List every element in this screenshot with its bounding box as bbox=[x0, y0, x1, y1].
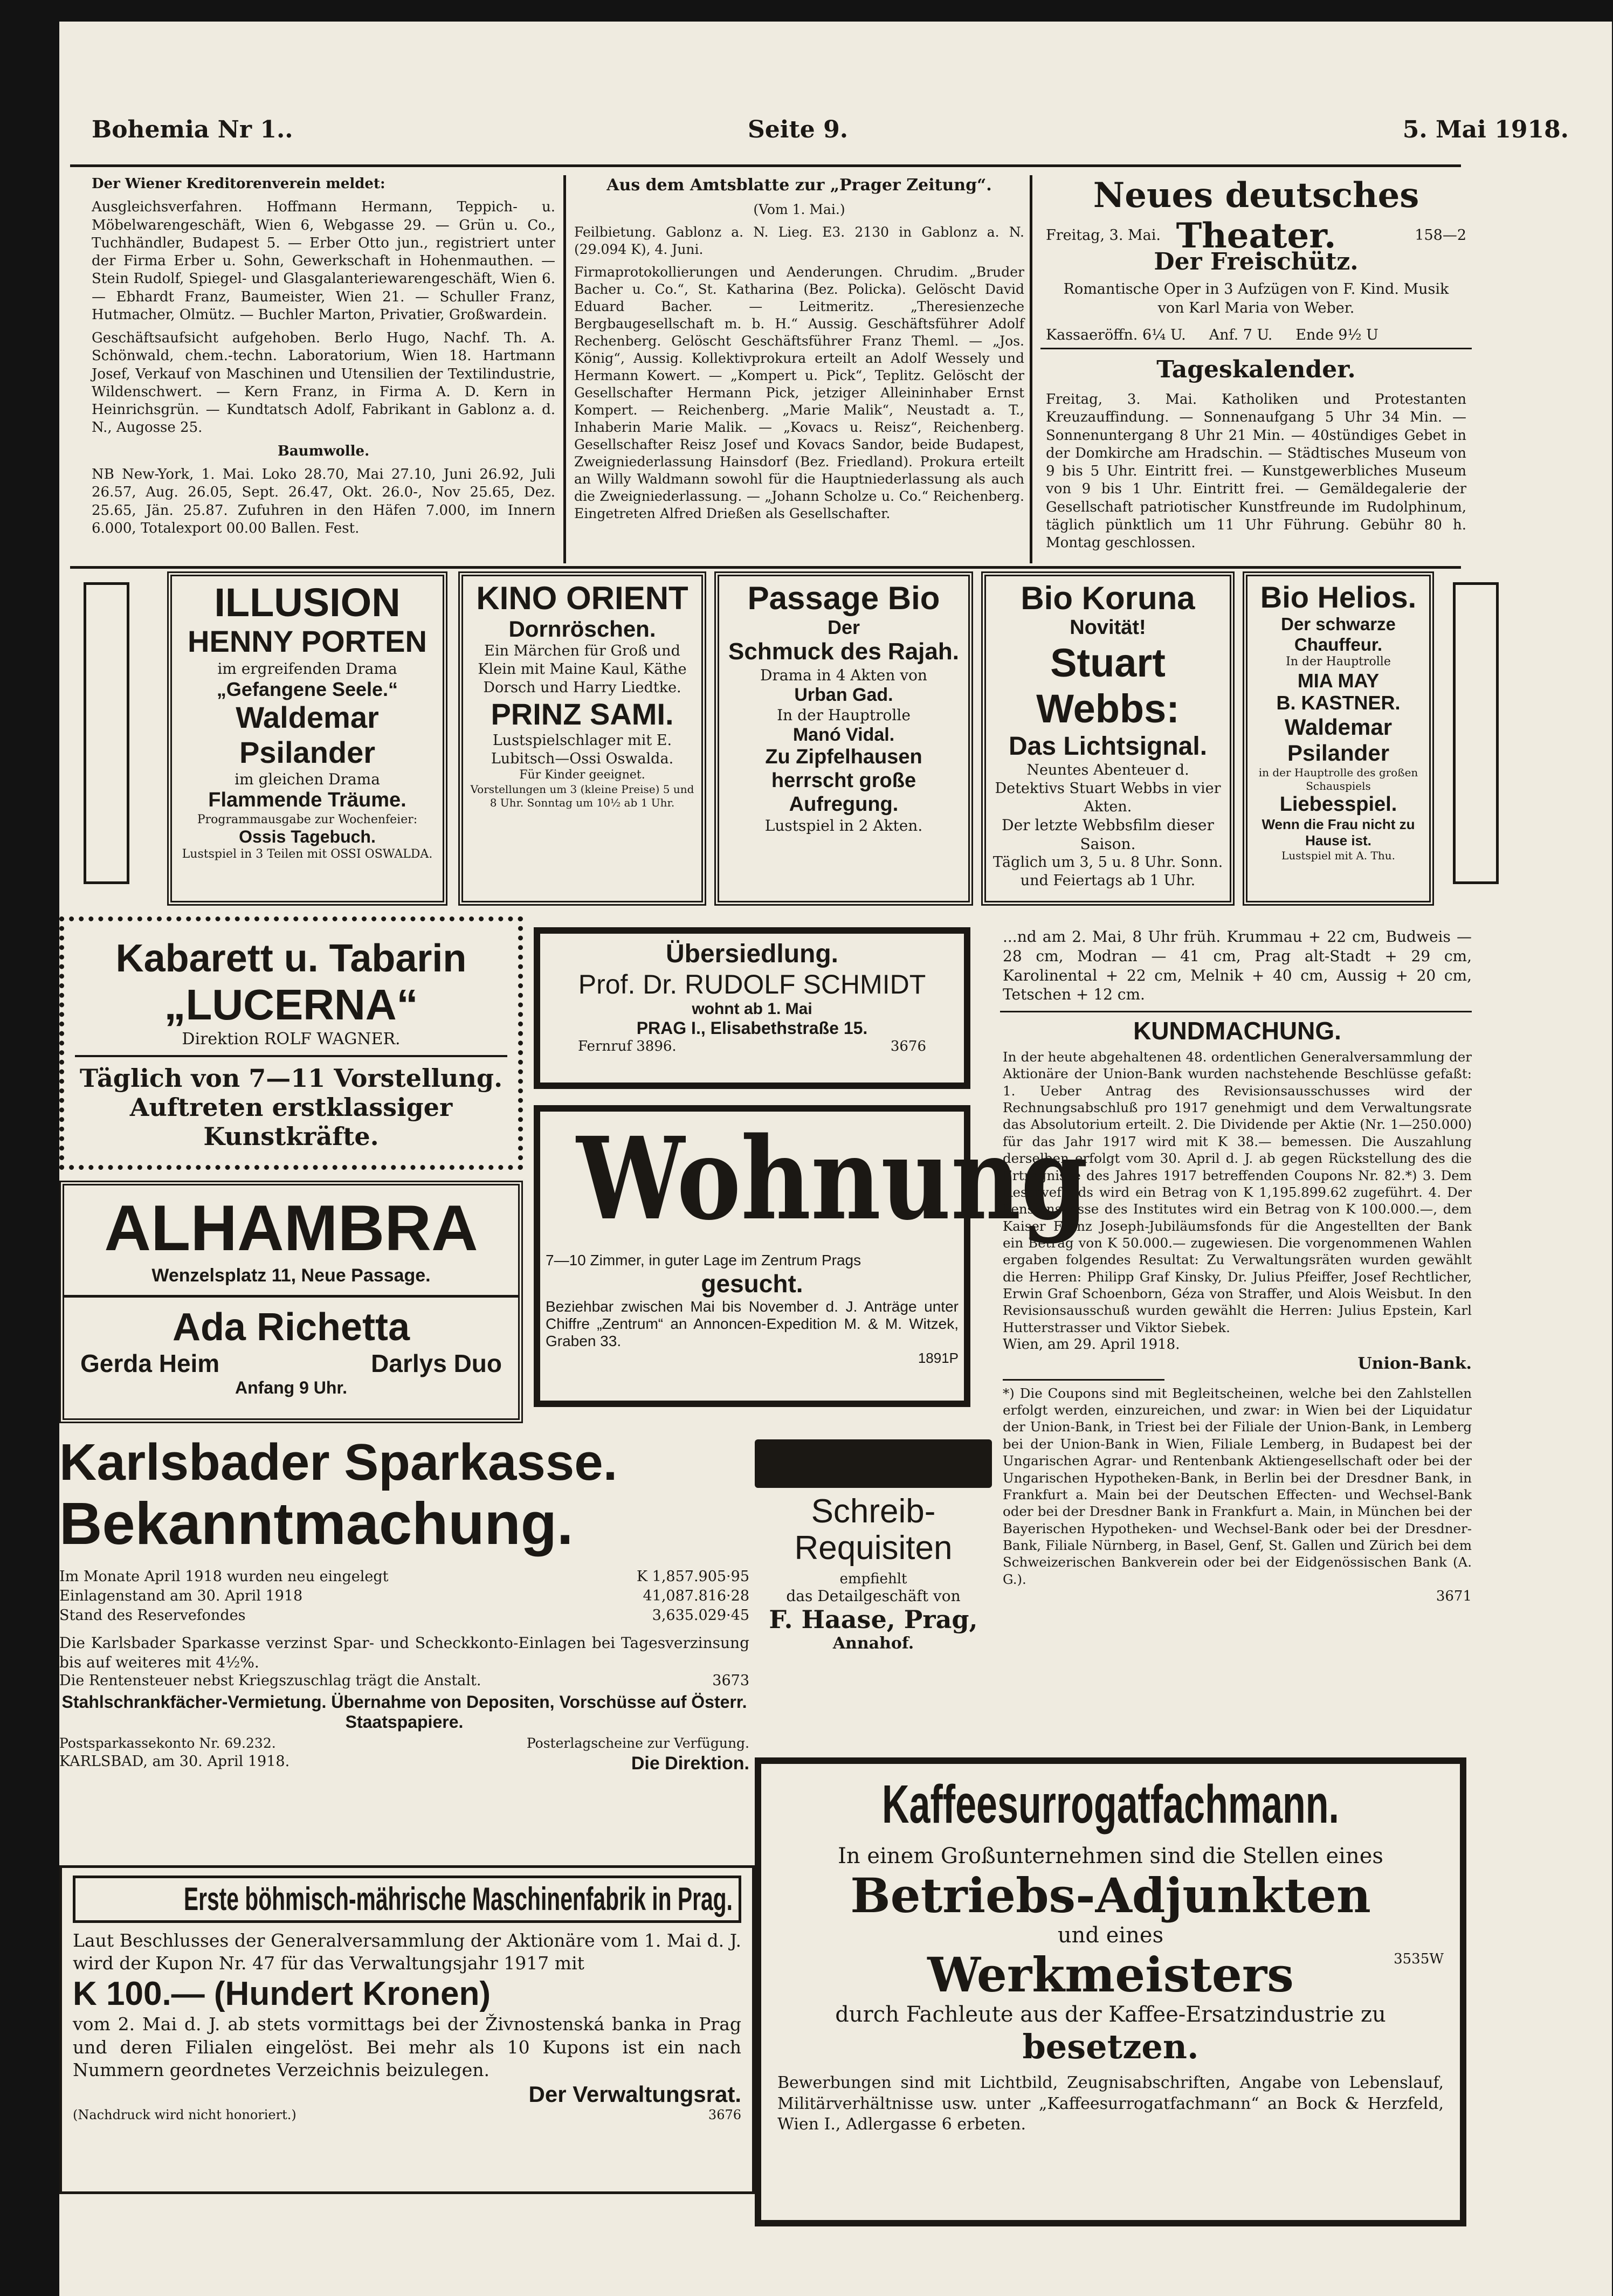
alhambra-address: Wenzelsplatz 11, Neue Passage. bbox=[151, 1265, 431, 1286]
cinema-helios bbox=[1243, 571, 1434, 906]
sparkasse-interest: Die Karlsbader Sparkasse verzinst Spar- und Scheckkonto-Einlagen bei Tagesverzinsung bis auf weiteres mit 4½%. bbox=[59, 1633, 749, 1671]
amtsblatt-registry: Firmaprotokollierungen und Aenderungen. Chrudim. „Bruder Bacher u. Co.“, St. Katharina (Bez. Policka). Gelöscht David Eduard Bacher. — Leitmeritz. „Theresienzeche Bergbaugesellschaft m. b. H.“ Aussig. Geschäftsführer Adolf Rechenberg. Gelöscht Geschäftsführer Franz Theml. — „Jos. König“, Aussig. Kollektivprokura erteilt an Adolf Wessely und Hermann Kowert. — „Kompert u. Pick“, Teplitz. Gelöscht der Gesellschafter Hermann Pick, jetziger Alleininhaber Ernst Kompert. — Reichenberg. „Marie Malik“, Neustadt a. T., Inhaberin Marie Malik. — „Kovacs u. Reisz“, Reichenberg. Gesellschafter Reisz Josef und Kovacs Sandor, beide Budapest, Zweigniederlassung Hainsdorf (Bez. Friedland). Prokura erteilt an Willy Waldmann sowohl für die Hauptniederlassung als auch die Zweigniederlassung. — „Johann Scholze u. Co.“ Reichenberg. Eingetreten Alfred Drießen als Gesellschafter. bbox=[574, 264, 1024, 522]
schreib-banner bbox=[755, 1439, 992, 1488]
amtsblatt-auction: Feilbietung. Gablonz a. N. Lieg. E3. 2130 in Gablonz a. N. (29.094 K), 4. Juni. bbox=[574, 224, 1024, 258]
cotton-report: NB New-York, 1. Mai. Loko 28.70, Mai 27.10, Juni 26.92, Juli 26.57, Aug. 26.05, Sept. 26.47, Okt. 26.0-, Nov 25.65, Dez. 25.65, Jän. 25.87. Zufuhren in den Häfen 7.000, im Innern 6.000, Totalexport 00.00 Ballen. Fest. bbox=[92, 466, 555, 536]
cinema-passage-name: Passage Bio bbox=[747, 580, 940, 616]
cinema-helios-star: Waldemar Psilander bbox=[1284, 714, 1393, 766]
kaffee-code: 3535W bbox=[1394, 1951, 1444, 1968]
kaffee-line3: durch Fachleute aus der Kaffee-Ersatzindustrie zu bbox=[835, 2002, 1386, 2028]
header-rule bbox=[70, 164, 1461, 167]
schreib-line2: das Detailgeschäft von bbox=[786, 1587, 961, 1605]
maschinen-body: Laut Beschlusses der Generalversammlung der Aktionäre vom 1. Mai d. J. wird der Kupon Nr. 47 für das Verwaltungsjahr 1917 mit bbox=[73, 1930, 741, 1974]
kaffee-line1: In einem Großunternehmen sind die Stellen eines bbox=[838, 1844, 1383, 1868]
kaffee-ad bbox=[755, 1757, 1466, 2226]
lucerna-name: „LUCERNA“ bbox=[164, 981, 418, 1029]
sparkasse-row-label: Einlagenstand am 30. April 1918 bbox=[59, 1588, 303, 1605]
sparkasse-row-label: Stand des Reservefondes bbox=[59, 1607, 246, 1624]
alhambra-title: ALHAMBRA bbox=[104, 1192, 478, 1264]
wohnung-line2: gesucht. bbox=[701, 1270, 803, 1298]
amtsblatt bbox=[574, 175, 1024, 563]
sparkasse-subtitle: Bekanntmachung. bbox=[59, 1490, 574, 1557]
schreib-name: F. Haase, Prag, bbox=[769, 1605, 978, 1635]
alhambra-ad bbox=[59, 1181, 523, 1423]
sparkasse-row-label: Im Monate April 1918 wurden neu eingelegt bbox=[59, 1568, 389, 1585]
cinema-orient-desc: Ein Märchen für Groß und Klein mit Maine Kaul, Käthe Dorsch und Harry Liedtke. bbox=[478, 643, 687, 696]
schmidt-address: PRAG I., Elisabethstraße 15. bbox=[636, 1018, 868, 1038]
cinema-koruna-last: Der letzte Webbsfilm dieser Saison. bbox=[1002, 816, 1214, 853]
cinema-passage-role: In der Hauptrolle bbox=[777, 706, 911, 725]
amtsblatt-heading: Aus dem Amtsblatte zur „Prager Zeitung“. bbox=[606, 176, 992, 195]
cinema-helios-name: Bio Helios. bbox=[1260, 580, 1417, 614]
maschinen-amount: K 100.— (Hundert Kronen) bbox=[73, 1975, 491, 2013]
cinema-illusion-star2: Waldemar Psilander bbox=[236, 700, 379, 769]
kundmachung-body: In der heute abgehaltenen 48. ordentlichen Generalversammlung der Aktionäre der Union-Bank wurden nachstehende Beschlüsse gefaßt: 1. Ueber Antrag des Revisionsausschusses wird der Rechnungsabschluß pro 1917 genehmigt und dem Verwaltungsrate das Absolutorium erteilt. 2. Die Dividende per Aktie (Nr. 1—250.000) für das Jahr 1917 wird mit K 38.— bemessen. Die Auszahlung derselben erfolgt vom 30. April d. J. ab gegen Rückstellung des die Erträgnisse des Jahres 1917 betreffenden Coupons Nr. 82.*) 3. Dem Reservefonds wird ein Betrag von K 1,195.899.62 zugeführt. 4. Der Pensionskasse des Institutes wird ein Betrag von K 100.000.—, dem Kaiser Franz Joseph-Jubiläumsfonds für die Angestellten der Bank ein Betrag von K 50.000.— zugewiesen. Die vorgenommenen Wahlen ergaben folgendes Resultat: Zu Verwaltungsräten wurden gewählt die Herren: Philipp Graf Kinsky, Dr. Julius Pfeiffer, Josef Rechtlicher, Erwin Graf Schoenborn, Géza von Straffer, und Alois Weisbut. In den Revisionsausschuß wurden gewählt die Herren: Julius Epstein, Karl Hutterstrasser und Viktor Siebek. bbox=[1003, 1049, 1472, 1335]
schmidt-phone: Fernruf 3896. bbox=[578, 1038, 677, 1054]
cinema-passage-film2: Zu Zipfelhausen herrscht große Aufregung. bbox=[765, 746, 922, 816]
schreib-title: Schreib- bbox=[811, 1493, 936, 1530]
cinema-koruna-times: Täglich um 3, 5 u. 8 Uhr. Sonn. und Feiertags ab 1 Uhr. bbox=[992, 854, 1223, 890]
schmidt-footer bbox=[546, 1038, 959, 1054]
cinema-koruna-name: Bio Koruna bbox=[1021, 580, 1195, 616]
cinema-orient bbox=[458, 571, 706, 906]
calendar-title: Tageskalender. bbox=[1156, 356, 1356, 383]
cinema-illusion-line2: im gleichen Drama bbox=[235, 770, 380, 788]
theater-play: Der Freischütz. bbox=[1154, 248, 1359, 275]
creditor-notices bbox=[92, 175, 555, 563]
table-row bbox=[59, 1587, 749, 1606]
theater-times: Kassaeröffn. 6¼ U. Anf. 7 U. Ende 9½ U bbox=[1046, 327, 1378, 343]
schmidt-title: Übersiedlung. bbox=[665, 940, 839, 968]
kaffee-position2-row bbox=[777, 1948, 1444, 2002]
maschinen-ad bbox=[59, 1865, 755, 2194]
cinema-passage-film: Schmuck des Rajah. bbox=[728, 638, 959, 665]
kaffee-big3: besetzen. bbox=[1022, 2027, 1199, 2067]
cinema-passage-desc: Drama in 4 Akten von bbox=[760, 666, 927, 684]
decorative-frame-left bbox=[84, 582, 129, 884]
sparkasse-services: Stahlschrankfächer-Vermietung. Übernahme von Depositen, Vorschüsse auf Österr. Staatspapiere. bbox=[61, 1692, 747, 1732]
cinema-passage-actor: Manó Vidal. bbox=[792, 725, 895, 746]
kundmachung-rule bbox=[1003, 1379, 1164, 1381]
sparkasse-row-value: 3,635.029·45 bbox=[652, 1607, 749, 1624]
kaffee-line2: und eines bbox=[1057, 1923, 1164, 1948]
maschinen-code: 3676 bbox=[708, 2107, 741, 2123]
sparkasse-tax: Die Rentensteuer nebst Kriegszuschlag trägt die Anstalt. bbox=[59, 1672, 481, 1689]
schreib-title2: Requisiten bbox=[794, 1529, 953, 1567]
wohnung-body: Beziehbar zwischen Mai bis November d. J. Anträge unter Chiffre „Zentrum“ an Annoncen-Expedition M. & M. Witzek, Graben 33. bbox=[546, 1298, 959, 1349]
cinema-koruna-film: Stuart Webbs: bbox=[1036, 640, 1180, 731]
sparkasse-post-row bbox=[59, 1735, 749, 1751]
cinema-helios-note: Lustspiel mit A. Thu. bbox=[1281, 849, 1395, 862]
theater-title: Neues deutsches Theater. bbox=[1093, 175, 1419, 256]
wohnung-line1: 7—10 Zimmer, in guter Lage im Zentrum Prags bbox=[546, 1252, 861, 1268]
cinema-illusion-film3: Ossis Tagebuch. bbox=[239, 827, 376, 847]
newspaper-page bbox=[59, 22, 1612, 2296]
cinema-illusion bbox=[167, 571, 447, 906]
cinema-koruna-desc: Neuntes Abenteuer d. Detektivs Stuart Webbs in vier Akten. bbox=[995, 762, 1221, 815]
cinema-koruna-film2: Das Lichtsignal. bbox=[1008, 732, 1208, 761]
kundmachung-place: Wien, am 29. April 1918. bbox=[1003, 1336, 1180, 1353]
water-rule bbox=[1000, 1011, 1472, 1012]
lucerna-line2: Auftreten erstklassiger Kunstkräfte. bbox=[129, 1093, 453, 1152]
cotton-heading: Baumwolle. bbox=[277, 443, 370, 459]
cinema-illusion-film: „Gefangene Seele.“ bbox=[216, 678, 398, 700]
alhambra-star: Ada Richetta bbox=[172, 1306, 410, 1349]
maschinen-note: (Nachdruck wird nicht honoriert.) bbox=[73, 2107, 297, 2123]
sparkasse-title: Karlsbader Sparkasse. bbox=[59, 1433, 618, 1491]
sparkasse-row-value: K 1,857.905·95 bbox=[636, 1568, 749, 1585]
kaffee-title: Kaffeesurrogatfachmann. bbox=[882, 1774, 1339, 1835]
cinema-helios-role: In der Hauptrolle bbox=[1286, 655, 1391, 669]
sparkasse-row-value: 41,087.816·28 bbox=[643, 1588, 749, 1605]
column-rule-2 bbox=[1030, 175, 1032, 563]
header-center: Seite 9. bbox=[747, 116, 849, 143]
kaffee-position2: Werkmeisters bbox=[927, 1947, 1294, 2003]
schmidt-name: Prof. Dr. RUDOLF SCHMIDT bbox=[578, 969, 926, 999]
alhambra-time: Anfang 9 Uhr. bbox=[235, 1378, 347, 1398]
cinema-koruna bbox=[981, 571, 1235, 906]
kundmachung-code: 3671 bbox=[1436, 1588, 1472, 1605]
cinema-orient-desc2: Lustspielschlager mit E. Lubitsch—Ossi Oswalda. bbox=[491, 732, 674, 767]
schreib-line1: empfiehlt bbox=[839, 1571, 907, 1588]
sparkasse-place: KARLSBAD, am 30. April 1918. bbox=[59, 1753, 290, 1770]
alhambra-acts bbox=[64, 1349, 518, 1378]
cinema-orient-film: Dornröschen. bbox=[508, 616, 656, 642]
wohnung-ad bbox=[534, 1105, 1088, 1407]
theater-rule bbox=[1040, 348, 1472, 349]
kundmachung bbox=[1003, 1016, 1472, 1865]
section-rule bbox=[70, 566, 1461, 569]
decorative-frame-right bbox=[1453, 582, 1499, 884]
theater-number: 158—2 bbox=[1415, 227, 1466, 244]
cinema-illusion-program: Programmausgabe zur Wochenfeier: bbox=[197, 812, 418, 826]
table-row bbox=[59, 1567, 749, 1587]
alhambra-act-left: Gerda Heim bbox=[80, 1349, 220, 1378]
cinema-helios-actor: MIA MAY bbox=[1297, 669, 1380, 692]
cinema-passage-line: Der bbox=[827, 616, 860, 638]
alhambra-act-right: Darlys Duo bbox=[371, 1349, 502, 1378]
sparkasse-post-slips: Posterlagscheine zur Verfügung. bbox=[526, 1735, 749, 1751]
creditor-body: Ausgleichsverfahren. Hoffmann Hermann, Teppich- u. Möbelwarengeschäft, Wien 6, Webgasse 29. — Grün u. Co., Tuchhändler, Budapest 5. — Erber Otto jun., registriert unter der Firma Erber u. Sohn, Gewerkschaft in Hohenmauthen. — Stein Rudolf, Spiegel- und Glasgalanteriewarengeschäft, Wien 6. — Ebhardt Franz, Baumeister, Wien 21. — Schuller Franz, Hutmacher, Olmütz. — Buchler Marton, Privatier, Großwardein. bbox=[92, 199, 555, 323]
lucerna-rule bbox=[75, 1055, 507, 1057]
sparkasse-tax-row bbox=[59, 1672, 749, 1689]
alhambra-rule bbox=[64, 1295, 518, 1298]
cinema-orient-film2: PRINZ SAMI. bbox=[491, 697, 674, 731]
schmidt-ad bbox=[534, 927, 970, 1089]
wohnung-title: Wohnung bbox=[576, 1112, 1088, 1245]
kundmachung-note: *) Die Coupons sind mit Begleitscheinen, welche bei den Zahlstellen erfolgt werden, einzureichen, und zwar: in Wien bei der Liquidatur der Union-Bank, in Triest bei der Filiale der Union-Bank, in Lemberg bei der Union-Bank in Wien, Filiale Lemberg, in Budapest bei der Ungarischen Agrar- und Rentenbank Aktiengesellschaft oder bei der Ungarischen Hypotheken-Bank, in Berlin bei der Dresdner Bank, in Frankfurt a. Main bei der Deutschen Effecten- und Wechsel-Bank oder bei der Dresdner Bank in Frankfurt a. Main, in München bei der Bayerischen Hypotheken- und Wechsel-Bank oder bei der Dresdner-Bank, Filiale Nürnberg, in Basel, Genf, St. Gallen und Zürich bei dem Schweizerischen Bankverein oder bei der Eidgenössischen Bank (A. G.). bbox=[1003, 1385, 1472, 1587]
lucerna-line1: Täglich von 7—11 Vorstellung. bbox=[79, 1064, 503, 1093]
cinema-illusion-name: ILLUSION bbox=[214, 580, 401, 625]
cinema-illusion-note: Lustspiel in 3 Teilen mit OSSI OSWALDA. bbox=[182, 847, 433, 861]
lucerna-direction: Direktion ROLF WAGNER. bbox=[182, 1030, 401, 1049]
kundmachung-sign: Union-Bank. bbox=[1357, 1354, 1472, 1374]
schmidt-code: 3676 bbox=[890, 1038, 926, 1054]
cinema-koruna-novelty: Novität! bbox=[1070, 616, 1146, 639]
schreib-place: Annahof. bbox=[832, 1634, 914, 1653]
kaffee-position1: Betriebs-Adjunkten bbox=[850, 1867, 1371, 1923]
schmidt-line1: wohnt ab 1. Mai bbox=[692, 1000, 812, 1018]
cinema-illusion-film2: Flammende Träume. bbox=[208, 788, 406, 811]
cinema-passage-director: Urban Gad. bbox=[794, 684, 893, 705]
cinema-orient-name: KINO ORIENT bbox=[476, 580, 688, 616]
sparkasse-table bbox=[59, 1567, 749, 1626]
maschinen-footer bbox=[73, 2107, 741, 2122]
kaffee-body: Bewerbungen sind mit Lichtbild, Zeugnisabschriften, Angabe von Lebenslauf, Militärverhältnisse usw. unter „Kaffeesurrogatfachmann“ an Bock & Herzfeld, Wien I., Adlergasse 6 erbeten. bbox=[777, 2073, 1444, 2134]
cinema-illusion-line: im ergreifenden Drama bbox=[217, 659, 397, 678]
amtsblatt-date: (Vom 1. Mai.) bbox=[753, 202, 845, 218]
cinema-helios-actor2: B. KASTNER. bbox=[1276, 692, 1401, 714]
cinema-helios-film2: Liebesspiel. bbox=[1279, 793, 1397, 816]
theater-date: Freitag, 3. Mai. bbox=[1046, 227, 1161, 244]
sparkasse-sign-row bbox=[59, 1753, 749, 1774]
sparkasse-ad bbox=[59, 1434, 749, 1854]
schreib-ad bbox=[755, 1439, 992, 1741]
lucerna-ad bbox=[59, 916, 523, 1170]
table-row bbox=[59, 1606, 749, 1625]
wohnung-code: 1891P bbox=[918, 1350, 959, 1366]
maschinen-body2: vom 2. Mai d. J. ab stets vormittags bei der Živnostenská banka in Prag und deren Filialen eingelöst. Bei mehr als 10 Kupons ist ein nach Nummern geordnetes Verzeichnis beizulegen. bbox=[73, 2014, 741, 2080]
cinema-passage bbox=[714, 571, 973, 906]
column-rule-1 bbox=[563, 175, 566, 563]
sparkasse-sign: Die Direktion. bbox=[631, 1753, 749, 1774]
creditor-heading: Der Wiener Kreditorenverein meldet: bbox=[92, 176, 385, 192]
theater-section bbox=[1040, 175, 1472, 563]
header-right: 5. Mai 1918. bbox=[1402, 116, 1569, 143]
cinema-helios-film: Der schwarze Chauffeur. bbox=[1281, 613, 1396, 654]
cinema-illusion-star: HENNY PORTEN bbox=[188, 624, 427, 659]
cinema-helios-film3: Wenn die Frau nicht zu Hause ist. bbox=[1262, 816, 1415, 849]
maschinen-sign: Der Verwaltungsrat. bbox=[528, 2081, 741, 2107]
maschinen-title-box bbox=[73, 1876, 741, 1923]
calendar-text: Freitag, 3. Mai. Katholiken und Protestanten Kreuzauffindung. — Sonnenaufgang 5 Uhr 34 Min. — Sonnenuntergang 8 Uhr 21 Min. — 40stündiges Gebet in der Domkirche am Hradschin. — Städtisches Museum von 9 bis 5 Uhr. Eintritt frei. — Kunstgewerbliches Museum von 9 bis 1 Uhr. Eintritt frei. — Gemäldegalerie der Gesellschaft patriotischer Kunstfreunde im Rudolphinum, täglich pünktlich um 11 Uhr Führung. Gebühr 80 h. Montag geschlossen. bbox=[1046, 391, 1466, 551]
cinema-helios-desc: in der Hauptrolle des großen Schauspiels bbox=[1258, 766, 1418, 793]
kundmachung-title: KUNDMACHUNG. bbox=[1133, 1017, 1341, 1045]
cinema-passage-desc2: Lustspiel in 2 Akten. bbox=[764, 817, 923, 835]
sparkasse-post-account: Postsparkassekonto Nr. 69.232. bbox=[59, 1735, 276, 1751]
theater-description: Romantische Oper in 3 Aufzügen von F. Kind. Musik von Karl Maria von Weber. bbox=[1063, 281, 1449, 316]
cinema-orient-note: Für Kinder geeignet. bbox=[519, 768, 645, 782]
header-left: Bohemia Nr 1.. bbox=[92, 116, 293, 143]
creditor-supervision: Geschäftsaufsicht aufgehoben. Berlo Hugo, Nachf. Th. A. Schönwald, chem.-techn. Laboratorium, Wien 18. Hartmann Josef, Verkauf von Maschinen und Utensilien der Textilindustrie, Wildenschwert. — Kern Franz, in Firma A. D. Kern in Heinrichsgrün. — Kundtatsch Adolf, Fabrikant in Gablonz a. d. N., Augosse 25. bbox=[92, 330, 555, 436]
water-levels: ...nd am 2. Mai, 8 Uhr früh. Krummau + 22 cm, Budweis — 28 cm, Modran — 41 cm, Prag alt-Stadt + 29 cm, Karolinental + 22 cm, Melnik + 40 cm, Aussig + 20 cm, Tetschen + 12 cm. bbox=[1003, 928, 1472, 1004]
sparkasse-code: 3673 bbox=[712, 1672, 749, 1689]
cinema-orient-times: Vorstellungen um 3 (kleine Preise) 5 und 8 Uhr. Sonntag um 10½ ab 1 Uhr. bbox=[470, 782, 694, 809]
lucerna-title: Kabarett u. Tabarin bbox=[115, 937, 467, 980]
maschinen-title: Erste böhmisch-mährische Maschinenfabrik in Prag. bbox=[183, 1881, 733, 1917]
